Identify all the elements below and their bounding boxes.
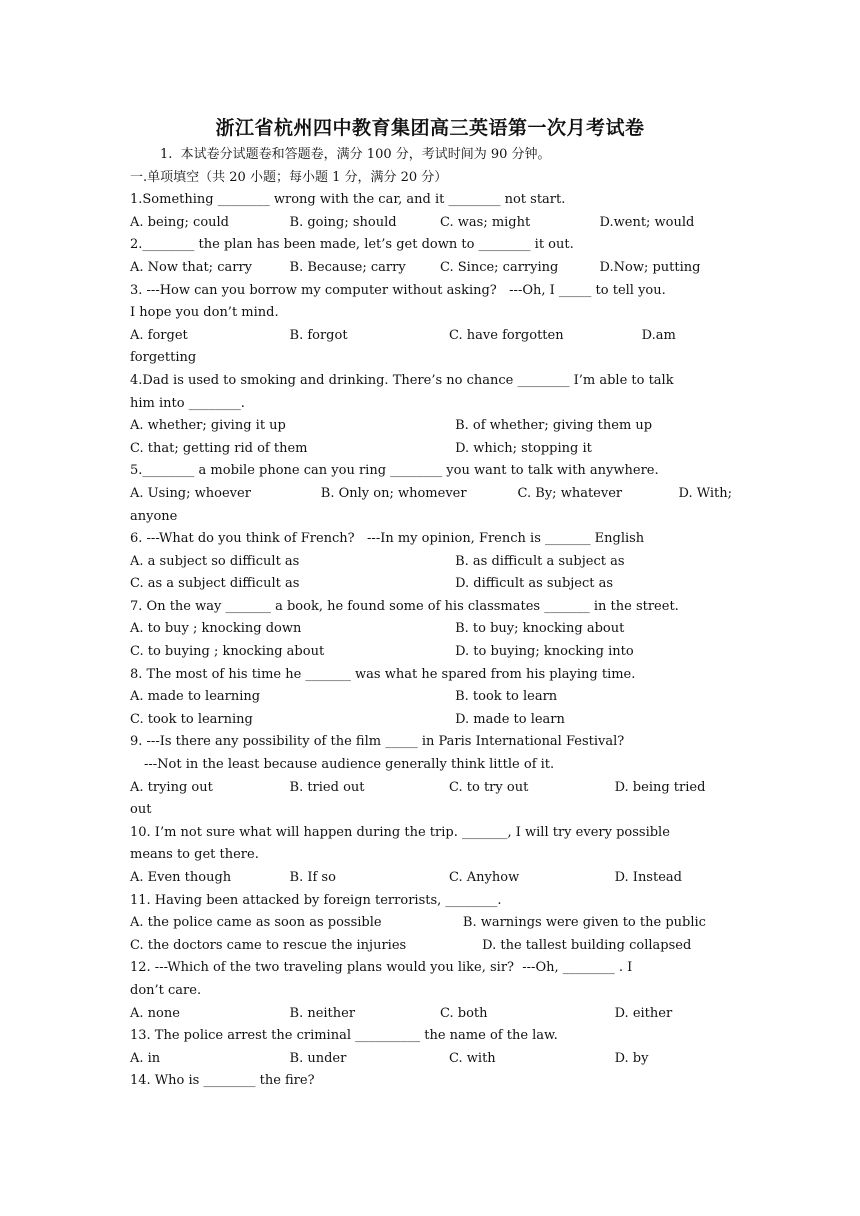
option: C. have forgotten: [449, 327, 564, 343]
option: B. forgot: [289, 327, 348, 343]
q11-options-cd: [130, 935, 732, 958]
question-9-reply: ---Not in the least because audience generally think little of it.: [144, 757, 555, 773]
question-3-cont: I hope you don’t mind.: [130, 305, 279, 321]
option: A. made to learning: [130, 689, 261, 705]
option: C. Anyhow: [449, 870, 520, 885]
option: B. If so: [289, 870, 336, 885]
question-3: 3. ---How can you borrow my computer without asking? ---Oh, I _____ to tell you.: [130, 282, 666, 298]
option: D. difficult as subject as: [455, 576, 614, 592]
option: B. warnings were given to the public: [462, 915, 706, 931]
option: D. either: [614, 1005, 673, 1021]
option: C. as a subject difficult as: [130, 576, 300, 592]
page-title: 浙江省杭州四中教育集团高三英语第一次月考试卷: [215, 117, 645, 139]
question-4: 4.Dad is used to smoking and drinking. There’s no chance ________ I’m able to talk: [130, 372, 674, 388]
question-2: 2.________ the plan has been made, let’s get down to ________ it out.: [130, 237, 574, 253]
question-6: 6. ---What do you think of French? ---In my opinion, French is _______ English: [130, 531, 645, 547]
question-9: 9. ---Is there any possibility of the film _____ in Paris International Festival?: [130, 734, 625, 750]
option: D. which; stopping it: [455, 440, 592, 456]
option: D. Instead: [614, 870, 682, 885]
option: B. as difficult a subject as: [455, 553, 625, 569]
option: C. both: [440, 1005, 488, 1021]
option: B. Only on; whomever: [320, 485, 467, 501]
option: B. tried out: [289, 779, 365, 795]
q7-options-cd: [130, 641, 732, 664]
q6-options-ab: [130, 551, 732, 574]
option: A. in: [130, 1050, 161, 1066]
option: C. with: [449, 1050, 496, 1066]
option: A. trying out: [130, 779, 213, 795]
option: A. the police came as soon as possible: [130, 915, 382, 931]
q3-option-wrap: forgetting: [130, 350, 197, 366]
option: B. under: [289, 1050, 347, 1066]
option: A. Using; whoever: [130, 485, 251, 501]
option: C. to buying ; knocking about: [130, 644, 325, 660]
option: A. to buy ; knocking down: [130, 621, 302, 637]
option: C. Since; carrying: [440, 259, 559, 275]
q4-options-cd: [130, 438, 732, 461]
question-13: 13. The police arrest the criminal __________ the name of the law.: [130, 1028, 558, 1044]
option: C. to try out: [449, 779, 529, 795]
question-1: 1.Something ________ wrong with the car, and it ________ not start.: [130, 192, 566, 208]
option: A. whether; giving it up: [130, 418, 286, 434]
option: A. a subject so difficult as: [130, 553, 300, 569]
option: B. of whether; giving them up: [455, 418, 653, 434]
option: C. that; getting rid of them: [130, 440, 308, 456]
q13-options: [130, 1048, 732, 1071]
q2-options: [130, 257, 732, 280]
option: C. By; whatever: [517, 485, 623, 501]
q9-option-wrap: out: [130, 802, 152, 818]
option: D. the tallest building collapsed: [482, 937, 692, 953]
question-12-cont: don’t care.: [130, 982, 202, 998]
q1-options: [130, 212, 732, 235]
option: A. Even though: [130, 870, 232, 885]
question-12: 12. ---Which of the two traveling plans would you like, sir? ---Oh, ________ . I: [130, 960, 633, 976]
section-heading: 一.单项填空（共 20 小题；每小题 1 分，满分 20 分）: [130, 169, 448, 185]
q8-options-ab: [130, 686, 732, 709]
q3-options: [130, 325, 732, 348]
q4-options-ab: [130, 415, 732, 438]
question-8: 8. The most of his time he _______ was what he spared from his playing time.: [130, 666, 636, 682]
q11-options-ab: [130, 912, 732, 935]
option: A. none: [130, 1005, 180, 1021]
option: D.am: [641, 327, 676, 343]
option: A. forget: [130, 327, 188, 343]
q7-options-ab: [130, 618, 732, 641]
option: D. With;: [678, 485, 732, 501]
option: B. took to learn: [455, 689, 558, 705]
option: B. going; should: [289, 214, 397, 230]
option: D.went; would: [599, 214, 695, 230]
option: C. took to learning: [130, 711, 253, 727]
question-14: 14. Who is ________ the fire?: [130, 1073, 315, 1089]
option: D. being tried: [614, 779, 706, 795]
q5-option-wrap: anyone: [130, 508, 178, 524]
q12-options: [130, 1003, 732, 1026]
question-10-cont: means to get there.: [130, 847, 259, 863]
q9-options: [130, 777, 732, 800]
question-10: 10. I’m not sure what will happen during the trip. _______, I will try every possible: [130, 824, 670, 840]
option: D. to buying; knocking into: [455, 644, 634, 660]
option: C. was; might: [440, 214, 531, 230]
option: C. the doctors came to rescue the injuries: [130, 937, 407, 953]
option: A. being; could: [130, 214, 229, 230]
option: B. Because; carry: [289, 259, 406, 275]
q5-options: [130, 483, 732, 506]
option: A. Now that; carry: [130, 259, 253, 275]
question-11: 11. Having been attacked by foreign terrorists, ________.: [130, 892, 502, 908]
option: D. by: [614, 1050, 649, 1066]
question-4-cont: him into ________.: [130, 395, 245, 411]
q10-options: [130, 867, 732, 890]
q8-options-cd: [130, 709, 732, 732]
option: D.Now; putting: [599, 259, 701, 275]
option: B. to buy; knocking about: [455, 621, 625, 637]
option: B. neither: [289, 1005, 356, 1021]
option: D. made to learn: [455, 711, 565, 727]
q6-options-cd: [130, 573, 732, 596]
exam-body: [130, 144, 732, 1093]
question-7: 7. On the way _______ a book, he found some of his classmates _______ in the street.: [130, 598, 679, 614]
question-5: 5.________ a mobile phone can you ring ________ you want to talk with anywhere.: [130, 463, 659, 479]
exam-note: 1. 本试卷分试题卷和答题卷，满分 100 分，考试时间为 90 分钟。: [160, 147, 551, 162]
